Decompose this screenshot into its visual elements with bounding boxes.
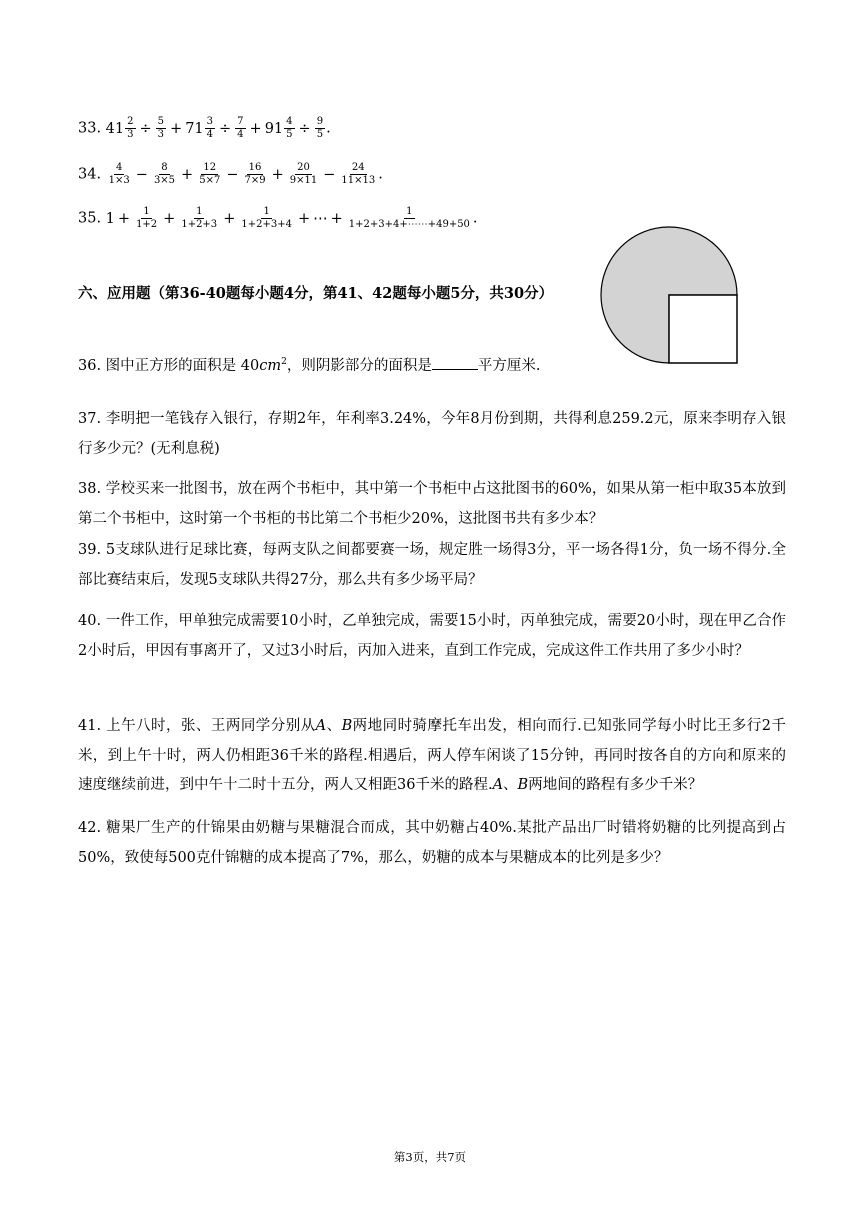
question-number: 34. [78, 166, 102, 183]
q36-text-start: 36. 图中正方形的面积是 40 [78, 357, 260, 374]
denominator: 1+2 [136, 219, 158, 230]
denominator: 3 [157, 129, 165, 140]
operator: + [117, 210, 131, 227]
operator: + [163, 210, 176, 227]
fraction [156, 117, 166, 140]
end-mark: . [326, 120, 331, 137]
q41-part1: 41. 上午八时，张、王两同学分别从 [78, 718, 316, 734]
end-mark: . [472, 210, 478, 227]
separator: 、 [326, 718, 342, 734]
q36-text-mid: ，则阴影部分的面积是 [286, 357, 432, 374]
operator: ÷ [298, 120, 311, 137]
operator: + [330, 210, 343, 227]
question-41 [78, 712, 786, 801]
fraction [197, 163, 222, 186]
fraction [284, 117, 294, 140]
point-b: B [341, 718, 353, 734]
fraction [315, 117, 325, 140]
question-40: 40. 一件工作，甲单独完成需要10小时，乙单独完成，需要15小时，丙单独完成，需要20小时，现在甲乙合作2小时后，甲因有事离开了，又过3小时后，丙加入进来，直到工作完成，完成这件工作共用了多少小时？ [78, 613, 786, 659]
operator: − [323, 166, 336, 183]
numerator: 1 [263, 206, 270, 217]
operator: + [181, 166, 194, 183]
denominator: 7×9 [244, 175, 266, 186]
circle-square-figure [596, 222, 742, 368]
whole-number: 41 [105, 120, 125, 137]
q36-text-end: 平方厘米. [477, 357, 541, 374]
denominator: 1+2+3+4+⋯⋯+49+50 [348, 219, 470, 230]
end-mark: . [378, 166, 383, 183]
separator: 、 [503, 777, 518, 794]
denominator: 5×7 [199, 175, 221, 186]
page-footer: 第3页，共7页 [393, 1150, 467, 1164]
numerator: 3 [206, 116, 214, 127]
operator: + [297, 210, 311, 227]
whole-number: 71 [185, 120, 204, 137]
question-42: 42. 糖果厂生产的什锦果由奶糖与果糖混合而成，其中奶糖占40%.某批产品出厂时错将奶糖的比列提高到占50%，致使每500克什锦糖的成本提高了7%，那么，奶糖的成本与果糖成本的比列是多少？ [78, 820, 786, 866]
fraction [242, 163, 267, 186]
denominator: 3 [127, 129, 134, 140]
numerator: 5 [157, 116, 165, 127]
numerator: 20 [297, 162, 310, 173]
unit: cm [259, 357, 282, 374]
point-a: A [315, 718, 327, 734]
question-33 [78, 117, 331, 140]
question-37: 37. 李明把一笔钱存入银行，存期2年，年利率3.24%，今年8月份到期，共得利息259.2元，原来李明存入银行多少元？(无利息税) [78, 411, 786, 457]
denominator: 3×5 [153, 175, 176, 186]
numerator: 1 [196, 206, 203, 217]
question-34 [78, 163, 383, 186]
fraction [125, 117, 135, 140]
numerator: 12 [203, 162, 217, 173]
question-38: 38. 学校买来一批图书，放在两个书柜中，其中第一个书柜中占这批图书的60%，如果从第一柜中取35本放到第二个书柜中，这时第一个书柜的书比第二个书柜少20%，这批图书共有多少本？ [78, 481, 786, 527]
operator: − [226, 166, 239, 183]
point-b: B [517, 777, 529, 794]
point-a: A [492, 777, 504, 794]
denominator: 1+2+3+4 [241, 219, 292, 230]
denominator: 4 [206, 129, 214, 140]
numerator: 8 [161, 162, 168, 173]
answer-blank[interactable] [432, 357, 478, 370]
numerator: 7 [237, 116, 244, 127]
question-39: 39. 5支球队进行足球比赛，每两支队之间都要赛一场，规定胜一场得3分，平一场各得1分，负一场不得分.全部比赛结束后，发现5支球队共得27分，那么共有多少场平局？ [78, 542, 786, 588]
question-number: 33. [78, 120, 102, 137]
numerator: 24 [351, 162, 365, 173]
numerator: 1 [143, 206, 150, 217]
numerator: 1 [406, 206, 413, 217]
operator: + [249, 120, 262, 137]
operator: + [223, 210, 236, 227]
question-35 [78, 207, 478, 230]
fraction [179, 207, 219, 230]
fraction [339, 163, 377, 186]
fraction [205, 117, 215, 140]
q41-part3: 两地间的路程有多少千米？ [528, 777, 703, 794]
q41-part2: 两地同时骑摩托车出发，相向而行.已知张同学每小时比王多行2千米，到上午十时，两人仍相距36千米的路程.相遇后，两人停车闲谈了15分钟，再同时按各自的方向和原来的速度继续前进，到中午十二时十五分，两人又相距36千米的路程. [78, 718, 786, 794]
expression-33 [105, 116, 326, 140]
fraction [107, 163, 132, 186]
denominator: 1×3 [108, 175, 130, 186]
question-number: 35. [78, 210, 102, 227]
expression-34 [106, 162, 379, 186]
denominator: 5 [286, 129, 293, 140]
numerator: 4 [286, 116, 293, 127]
whole-number: 91 [264, 120, 284, 137]
denominator: 9×11 [289, 175, 318, 186]
fraction [239, 207, 294, 230]
square [669, 295, 737, 363]
fraction [134, 207, 159, 230]
operator: ÷ [219, 120, 232, 137]
question-36 [78, 352, 540, 376]
denominator: 5 [316, 129, 324, 140]
operator: + [170, 120, 183, 137]
denominator: 4 [237, 129, 244, 140]
numerator: 9 [316, 116, 324, 127]
numerator: 2 [127, 116, 134, 127]
numerator: 4 [116, 162, 123, 173]
numerator: 16 [248, 162, 262, 173]
whole-number: 1 [105, 210, 115, 227]
fraction [235, 117, 245, 140]
denominator: 1+2+3 [181, 219, 218, 230]
denominator: 11×13 [341, 175, 376, 186]
expression-35 [105, 206, 473, 230]
fraction [347, 207, 472, 230]
operator: + [271, 166, 284, 183]
operator: ÷ [139, 120, 152, 137]
fraction [288, 163, 319, 186]
section-title: 六、应用题（第36-40题每小题4分，第41、42题每小题5分，共30分） [78, 285, 554, 302]
unit-exponent: 2 [281, 357, 287, 367]
fraction [152, 163, 177, 186]
operator: − [135, 166, 148, 183]
whole-number: ⋯ [313, 210, 328, 227]
